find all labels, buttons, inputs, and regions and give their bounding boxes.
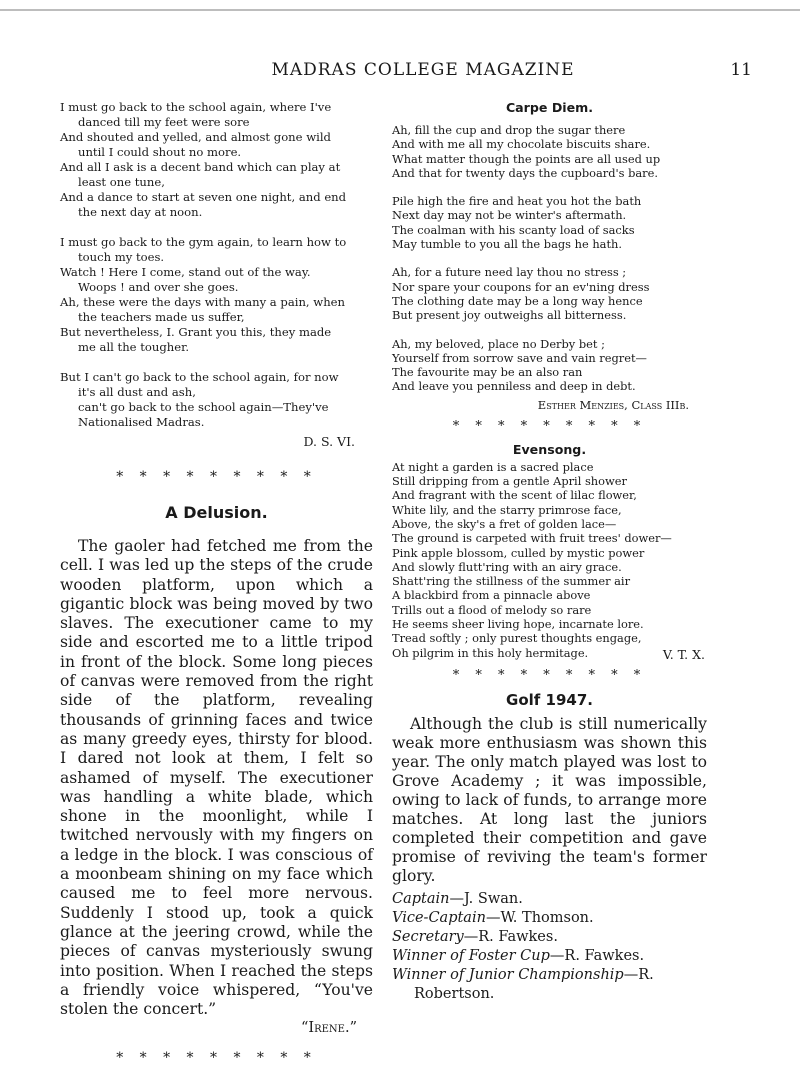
poem-line: least one tune, bbox=[78, 175, 165, 189]
golf-officials bbox=[392, 890, 707, 1004]
poem-line: And that for twenty days the cupboard's bare. bbox=[392, 165, 658, 180]
poem-line: Shatt'ring the stillness of the summer air bbox=[392, 574, 631, 589]
poem-line: And with me all my chocolate biscuits share. bbox=[392, 137, 651, 152]
poem-line: And shouted and yelled, and almost gone wild bbox=[60, 130, 331, 144]
poem-line: Ah, my beloved, place no Derby bet ; bbox=[392, 336, 605, 351]
golf-role-row bbox=[392, 928, 707, 947]
section-divider: * * * * * * * * * bbox=[452, 667, 647, 683]
poem-stanza bbox=[60, 235, 373, 355]
poem-stanza bbox=[392, 194, 707, 251]
role-holder: —W. Thomson. bbox=[485, 909, 594, 926]
left-column bbox=[60, 100, 373, 1084]
poem-line: the next day at noon. bbox=[78, 205, 203, 219]
section-divider: * * * * * * * * * bbox=[116, 1050, 317, 1067]
delusion-title: A Delusion. bbox=[165, 503, 268, 522]
carpe-diem-author: Esther Menzies, Class IIIb. bbox=[537, 397, 689, 412]
poem-line: Tread softly ; only purest thoughts engage, bbox=[392, 631, 642, 646]
role-title: Captain bbox=[392, 890, 450, 907]
role-title: Winner of Junior Championship bbox=[392, 966, 624, 983]
poem-line: But nevertheless, I. Grant you this, they made bbox=[60, 325, 332, 339]
poem-line: can't go back to the school again—They've bbox=[78, 400, 329, 414]
school-poem bbox=[60, 100, 373, 449]
magazine-title: MADRAS COLLEGE MAGAZINE bbox=[271, 60, 575, 80]
poem-stanza bbox=[392, 337, 707, 394]
role-title: Winner of Foster Cup bbox=[392, 947, 550, 964]
section-divider: * * * * * * * * * bbox=[452, 418, 647, 434]
poem-line: touch my toes. bbox=[78, 250, 165, 264]
poem-line: Nor spare your coupons for an ev'ning dress bbox=[392, 279, 650, 294]
poem-line: danced till my feet were sore bbox=[78, 115, 250, 129]
golf-role-row bbox=[392, 890, 707, 909]
poem-line: A blackbird from a pinnacle above bbox=[392, 588, 591, 603]
poem-line: And slowly flutt'ring with an airy grace. bbox=[392, 559, 622, 574]
evensong-signoff: V. T. X. bbox=[662, 646, 705, 662]
poem-line: Ah, these were the days with many a pain, when bbox=[60, 295, 346, 309]
poem-line: Above, the sky's a fret of golden lace— bbox=[392, 516, 617, 531]
poem-line: Trills out a flood of melody so rare bbox=[392, 602, 592, 617]
poem-line: it's all dust and ash, bbox=[78, 385, 196, 399]
golf-role-row bbox=[392, 947, 707, 966]
poem-line: Ah, fill the cup and drop the sugar there bbox=[392, 123, 626, 137]
poem-line: He seems sheer living hope, incarnate lore. bbox=[392, 617, 644, 632]
poem-line: I must go back to the gym again, to learn how to bbox=[60, 235, 347, 249]
role-holder: —J. Swan. bbox=[449, 890, 523, 907]
poem-line: Ah, for a future need lay thou no stress ; bbox=[392, 265, 627, 280]
carpe-diem-title: Carpe Diem. bbox=[505, 100, 594, 115]
evensong-title: Evensong. bbox=[512, 441, 587, 457]
page-header bbox=[55, 60, 770, 86]
poem-line: And all I ask is a decent band which can play at bbox=[60, 160, 341, 174]
poem-line: And fragrant with the scent of lilac flower, bbox=[392, 488, 637, 503]
poem-stanza bbox=[392, 123, 707, 180]
poem-line: Yourself from sorrow save and vain regret— bbox=[392, 350, 647, 365]
page-number: 11 bbox=[730, 60, 752, 80]
poem-line: And a dance to start at seven one night, and end bbox=[60, 190, 347, 204]
poem-line: But I can't go back to the school again, for now bbox=[60, 370, 339, 384]
role-holder: —R. Robertson. bbox=[414, 966, 654, 1002]
poem-line: Watch ! Here I come, stand out of the way. bbox=[60, 265, 311, 279]
poem-line: The favourite may be an also ran bbox=[392, 365, 583, 380]
role-title: Vice-Captain bbox=[392, 909, 486, 926]
delusion-text: The gaoler had fetched me from the cell. I was led up the steps of the crude wooden platform, upon which a gigantic block was being moved by two slaves. The executioner came to my side and escorted me to a little tripod in front of the block. Some long pieces of canvas were removed from the right side of the platform, revealing thousands of grinning faces and twice as many greedy eyes, thirsty for blood. I dared not look at them, I felt so ashamed of myself. The executioner was handling a white blade, which shone in the moonlight, while I twitched nervously with my fingers on a ledge in the block. I was conscious of a moonbeam shining on my face which caused me to feel more nervous. Suddenly I stood up, took a quick glance at the jeering crowd, while the pieces of canvas mysteriously swung into position. When I reached the steps a friendly voice whispered, “You've stolen the concert.” bbox=[60, 537, 373, 1019]
scan-edge-line bbox=[0, 9, 800, 11]
poem-line: Still dripping from a gentle April shower bbox=[392, 474, 627, 489]
role-holder: —R. Fawkes. bbox=[549, 947, 645, 964]
poem-line: Pink apple blossom, culled by mystic power bbox=[392, 545, 645, 560]
poem-line: White lily, and the starry primrose face, bbox=[392, 502, 622, 517]
carpe-diem-poem bbox=[392, 123, 707, 394]
poem-line: Next day may not be winter's aftermath. bbox=[392, 208, 627, 223]
poem-stanza bbox=[60, 100, 373, 220]
poem-line: And leave you penniless and deep in debt. bbox=[392, 379, 636, 394]
poem-line: The clothing date may be a long way hence bbox=[392, 293, 643, 308]
poem-stanza bbox=[60, 370, 373, 430]
poem-line: The coalman with his scanty load of sacks bbox=[392, 222, 635, 237]
poem-line: Pile high the fire and heat you hot the bath bbox=[392, 194, 642, 209]
delusion-signoff: “Irene.” bbox=[300, 1020, 357, 1037]
poem-signoff: D. S. VI. bbox=[303, 434, 355, 449]
poem-line: What matter though the points are all used up bbox=[392, 151, 661, 166]
right-column bbox=[392, 100, 707, 1004]
golf-text: Although the club is still numerically weak more enthusiasm was shown this year. The only match played was lost to Grove Academy ; it was impossible, owing to lack of funds, to arrange more matches. At long last the juniors completed their competition and gave promise of reviving the team's former glory. bbox=[392, 714, 707, 885]
poem-line: I must go back to the school again, where I've bbox=[60, 100, 332, 114]
poem-line: the teachers made us suffer, bbox=[78, 310, 245, 324]
poem-line: May tumble to you all the bags he hath. bbox=[392, 237, 622, 252]
role-holder: —R. Fawkes. bbox=[463, 928, 558, 945]
poem-line: Nationalised Madras. bbox=[78, 415, 205, 429]
evensong-poem bbox=[392, 460, 707, 660]
poem-line: until I could shout no more. bbox=[78, 145, 242, 159]
poem-line: Woops ! and over she goes. bbox=[78, 280, 239, 294]
poem-line: The ground is carpeted with fruit trees' dower— bbox=[392, 531, 672, 546]
poem-line: At night a garden is a sacred place bbox=[392, 459, 594, 474]
poem-line: Oh pilgrim in this holy hermitage. bbox=[392, 645, 589, 660]
poem-line: me all the tougher. bbox=[78, 340, 190, 354]
golf-role-row bbox=[392, 909, 707, 928]
role-title: Secretary bbox=[392, 928, 464, 945]
poem-line: But present joy outweighs all bitterness. bbox=[392, 308, 627, 323]
poem-stanza bbox=[392, 265, 707, 322]
golf-role-row bbox=[392, 966, 707, 1004]
section-divider: * * * * * * * * * bbox=[116, 469, 317, 485]
golf-title: Golf 1947. bbox=[506, 690, 593, 709]
